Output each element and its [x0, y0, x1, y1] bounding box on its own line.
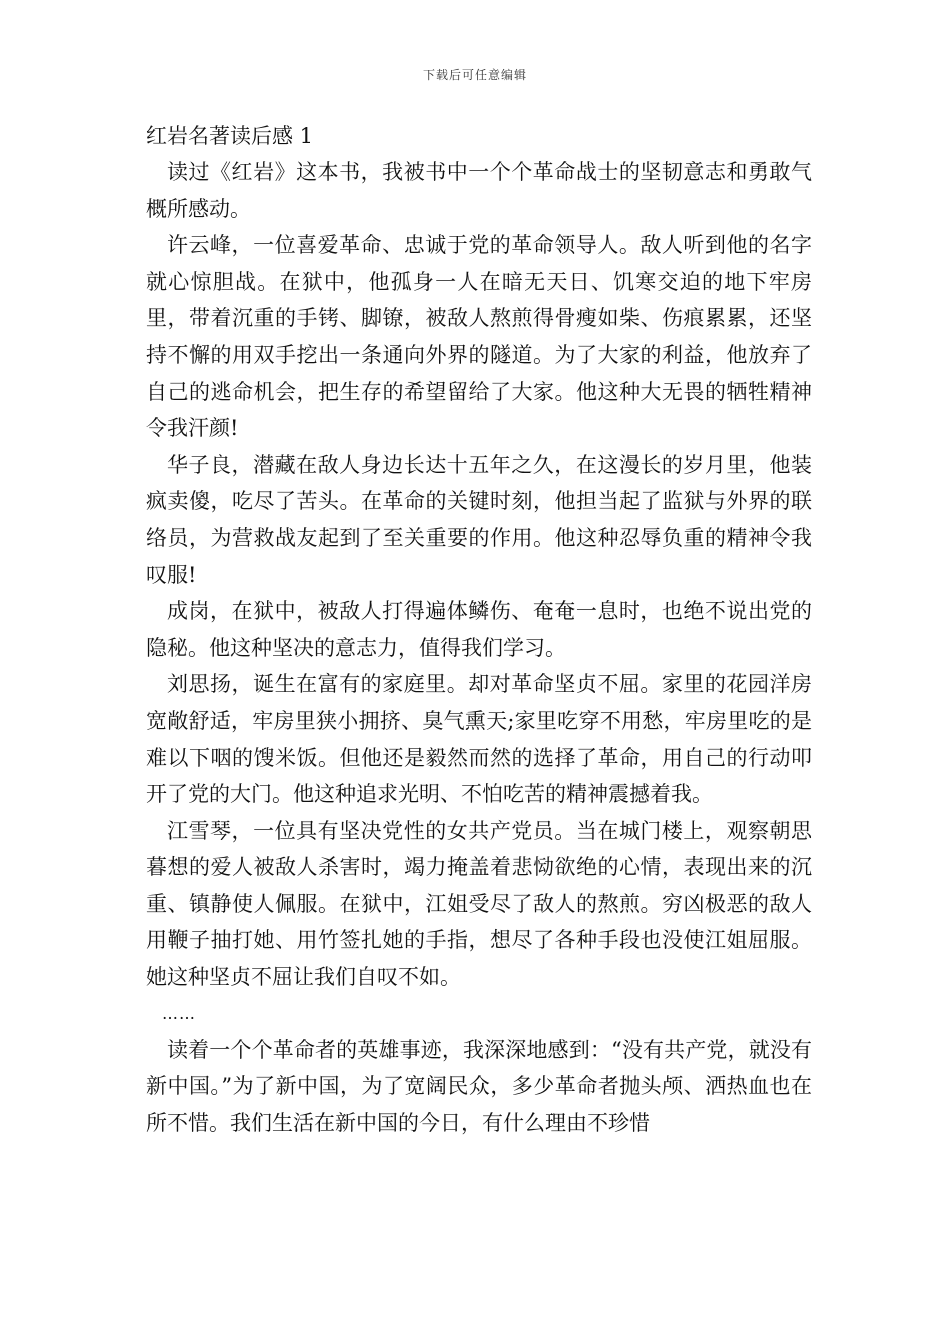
paragraph-cheng-gang: 成岗，在狱中，被敌人打得遍体鳞伤、奄奄一息时，也绝不说出党的隐秘。他这种坚决的意志力，值得我们学习。	[146, 599, 812, 660]
ellipsis: ……	[162, 1003, 196, 1023]
header-note: 下载后可任意编辑	[422, 68, 527, 82]
paragraph-hua-ziliang: 华子良，潜藏在敌人身边长达十五年之久，在这漫长的岁月里，他装疯卖傻，吃尽了苦头。在革命的关键时刻，他担当起了监狱与外界的联络员，为营救战友起到了至关重要的作用。他这种忍辱负重的精神令我叹服!	[146, 452, 812, 587]
paragraph-xu-yunfeng: 许云峰，一位喜爱革命、忠诚于党的革命领导人。敌人听到他的名字就心惊胆战。在狱中，他孤身一人在暗无天日、饥寒交迫的地下牢房里，带着沉重的手铐、脚镣，被敌人熬煎得骨瘦如柴、伤痕累累，还坚持不懈的用双手挖出一条通向外界的隧道。为了大家的利益，他放弃了自己的逃命机会，把生存的希望留给了大家。他这种大无畏的牺牲精神令我汗颜!	[146, 233, 812, 441]
paragraph-intro: 读过《红岩》这本书，我被书中一个个革命战士的坚韧意志和勇敢气概所感动。	[146, 160, 812, 221]
paragraph-liu-siyang: 刘思扬，诞生在富有的家庭里。却对革命坚贞不屈。家里的花园洋房宽敞舒适，牢房里狭小拥挤、臭气熏天;家里吃穿不用愁，牢房里吃的是难以下咽的馊米饭。但他还是毅然而然的选择了革命，用自己的行动叩开了党的大门。他这种追求光明、不怕吃苦的精神震撼着我。	[146, 672, 812, 807]
paragraph-jiang-xueqin: 江雪琴，一位具有坚决党性的女共产党员。当在城门楼上，观察朝思暮想的爱人被敌人杀害时，竭力掩盖着悲恸欲绝的心情，表现出来的沉重、镇静使人佩服。在狱中，江姐受尽了敌人的熬煎。穷凶极恶的敌人用鞭子抽打她、用竹签扎她的手指，想尽了各种手段也没使江姐屈服。她这种坚贞不屈让我们自叹不如。	[146, 818, 812, 990]
paragraph-closing: 读着一个个革命者的英雄事迹，我深深地感到：“没有共产党，就没有新中国。”为了新中国，为了宽阔民众，多少革命者抛头颅、洒热血也在所不惜。我们生活在新中国的今日，有什么理由不珍惜	[146, 1037, 812, 1135]
document-body	[146, 118, 812, 1141]
document-title: 红岩名著读后感 1	[146, 124, 314, 148]
